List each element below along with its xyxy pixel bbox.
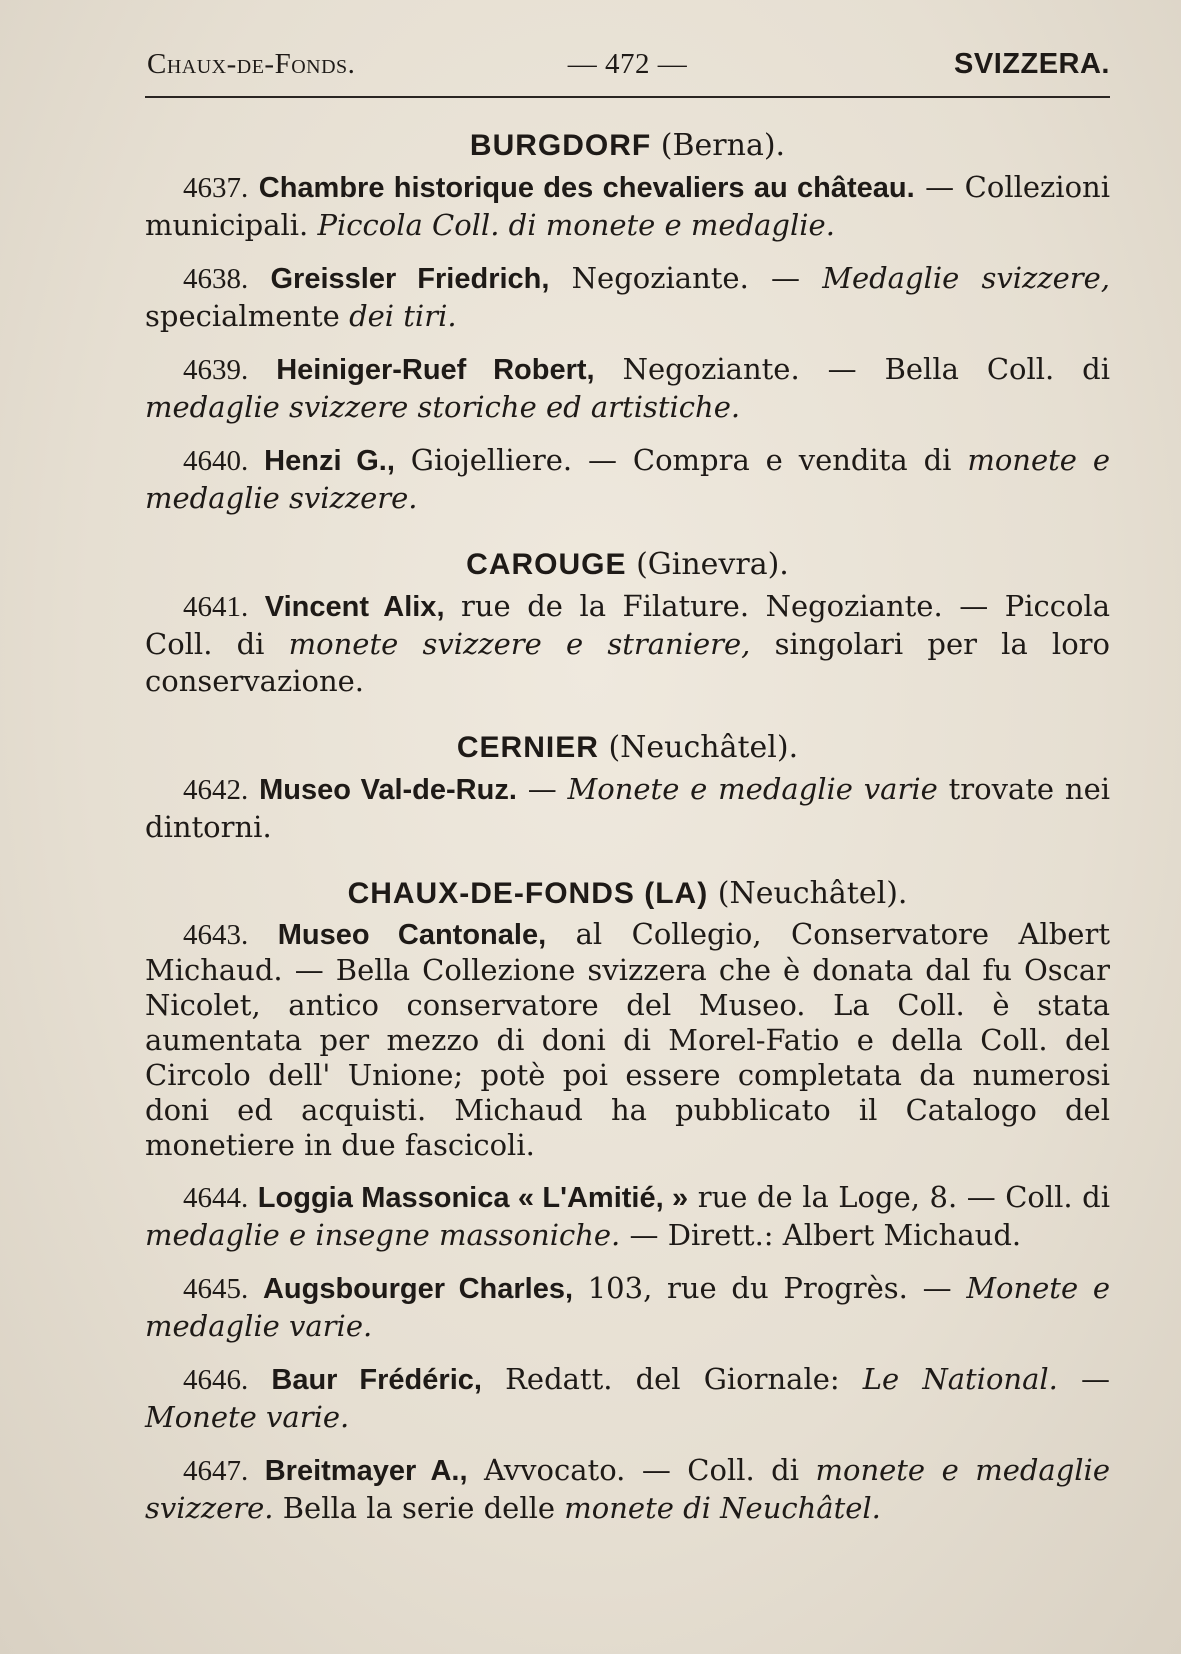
entry-number-wrap — [145, 352, 248, 386]
entry-number-wrap — [145, 261, 248, 295]
entry-text: — Dirett.: Albert Michaud. — [620, 1218, 1022, 1252]
header-rule — [145, 96, 1110, 98]
entry-text: trovate nei dintorni. — [145, 772, 1110, 844]
section-region: (Neuchâtel). — [717, 876, 908, 911]
entry-italic: monete e medaglie svizzere. — [145, 1453, 1110, 1525]
entry-number: 4644. — [183, 1182, 249, 1214]
directory-entry — [145, 442, 1110, 517]
section-place: BURGDORF — [469, 129, 652, 162]
entry-number-wrap — [145, 170, 248, 204]
section-place: CERNIER — [456, 731, 599, 764]
section-place: CAROUGE — [466, 548, 627, 581]
entry-text: singolari per la loro conservazione. — [145, 627, 1110, 698]
entry-italic: Monete e medaglie varie — [567, 772, 938, 806]
entry-italic: medaglie e insegne massoniche. — [145, 1218, 621, 1252]
entry-text: 103, rue du Progrès. — — [573, 1271, 967, 1305]
section-region: (Neuchâtel). — [608, 730, 799, 765]
section-region: (Ginevra). — [636, 547, 789, 582]
entry-name: Henzi G., — [264, 445, 395, 477]
entry-number-wrap — [145, 443, 248, 477]
directory-entry — [145, 1270, 1110, 1345]
entry-name: Baur Frédéric, — [271, 1364, 482, 1396]
directory-entry — [145, 1361, 1110, 1436]
entry-number-wrap — [145, 589, 248, 623]
entry-number: 4637. — [183, 172, 249, 204]
entry-name: Loggia Massonica « L'Amitié, » — [257, 1182, 689, 1214]
entry-number: 4642. — [183, 774, 249, 806]
section-heading — [145, 547, 1110, 582]
entry-number: 4640. — [183, 445, 249, 477]
directory-entry — [145, 351, 1110, 426]
entry-text: — Collezioni municipali. — [145, 170, 1110, 242]
entry-italic: Le National. — [862, 1362, 1058, 1396]
entry-text: rue de la Loge, 8. — Coll. di — [688, 1180, 1111, 1214]
entry-name: Museo Val-de-Ruz. — [259, 774, 517, 806]
entry-number-wrap — [145, 772, 248, 806]
entry-text: Redatt. del Giornale: — [481, 1362, 863, 1396]
entry-number: 4639. — [183, 354, 249, 386]
entry-italic: monete svizzere e straniere, — [288, 627, 751, 661]
entry-number-wrap — [145, 1362, 248, 1396]
entry-name: Heiniger-Ruef Robert, — [276, 354, 595, 386]
page-number: — 472 — — [567, 48, 688, 80]
entry-number-wrap — [145, 1180, 248, 1214]
running-head-left: Chaux-de-Fonds. — [147, 48, 356, 80]
entry-text: Negoziante. — Bella Coll. di — [594, 352, 1111, 386]
directory-entry — [145, 588, 1110, 700]
section-heading — [145, 876, 1110, 911]
entry-number: 4643. — [183, 919, 249, 951]
entry-number: 4645. — [183, 1273, 249, 1305]
entry-text: Avvocato. — Coll. di — [467, 1453, 816, 1487]
entry-text: specialmente — [145, 299, 350, 333]
entry-name: Augsbourger Charles, — [262, 1273, 574, 1305]
entry-number-wrap — [145, 917, 248, 951]
running-head — [145, 40, 1110, 94]
entry-number: 4647. — [183, 1455, 249, 1487]
directory-entry — [145, 260, 1110, 335]
running-head-right: SVIZZERA. — [954, 48, 1110, 80]
entry-italic: Monete e medaglie varie. — [145, 1271, 1110, 1343]
section-heading — [145, 128, 1110, 163]
entry-italic: monete e medaglie svizzere. — [145, 443, 1110, 515]
entry-name: Museo Cantonale, — [277, 919, 547, 951]
directory-content — [145, 128, 1110, 1527]
directory-entry — [145, 1452, 1110, 1527]
entry-number-wrap — [145, 1453, 248, 1487]
entry-text: Bella la serie delle — [273, 1491, 565, 1525]
section-place: CHAUX-DE-FONDS (LA) — [347, 877, 709, 910]
entry-italic: Monete varie. — [145, 1400, 350, 1434]
entry-number: 4638. — [183, 263, 249, 295]
entry-number-wrap — [145, 1271, 248, 1305]
entry-text: — — [516, 772, 568, 806]
entry-number: 4646. — [183, 1364, 249, 1396]
directory-entry — [145, 169, 1110, 244]
entry-name: Greissler Friedrich, — [270, 263, 550, 295]
directory-entry — [145, 917, 1110, 1163]
book-page — [145, 40, 1110, 1543]
section-region: (Berna). — [660, 128, 786, 163]
entry-italic: dei tiri. — [349, 299, 457, 333]
entry-name: Vincent Alix, — [264, 591, 445, 623]
entry-text: — — [1057, 1362, 1111, 1396]
entry-italic: monete di Neuchâtel. — [564, 1491, 881, 1525]
directory-entry — [145, 1179, 1110, 1254]
entry-number: 4641. — [183, 591, 249, 623]
entry-italic: Piccola Coll. di monete e medaglie. — [317, 208, 835, 242]
entry-name: Chambre historique des chevaliers au château. — [258, 172, 915, 204]
directory-entry — [145, 771, 1110, 846]
entry-text: Negoziante. — — [549, 261, 823, 295]
section-heading — [145, 730, 1110, 765]
entry-text: Giojelliere. — Compra e vendita di — [394, 443, 968, 477]
entry-text: rue de la Filature. Negoziante. — Piccola Coll. di — [145, 589, 1110, 661]
entry-italic: Medaglie svizzere, — [822, 261, 1110, 295]
entry-italic: medaglie svizzere storiche ed artistiche. — [145, 390, 741, 424]
entry-name: Breitmayer A., — [264, 1455, 468, 1487]
entry-text: al Collegio, Conservatore Albert Michaud. — Bella Collezione svizzera che è donata dal fu Oscar Nicolet, antico conservatore del Museo. La Coll. è stata aumentata per mezzo di doni di Morel-Fatio e della Coll. del Circolo dell' Unione; potè poi essere completata da numerosi doni ed acquisti. Michaud ha pubblicato il Catalogo del monetiere in due fascicoli. — [145, 917, 1110, 1162]
